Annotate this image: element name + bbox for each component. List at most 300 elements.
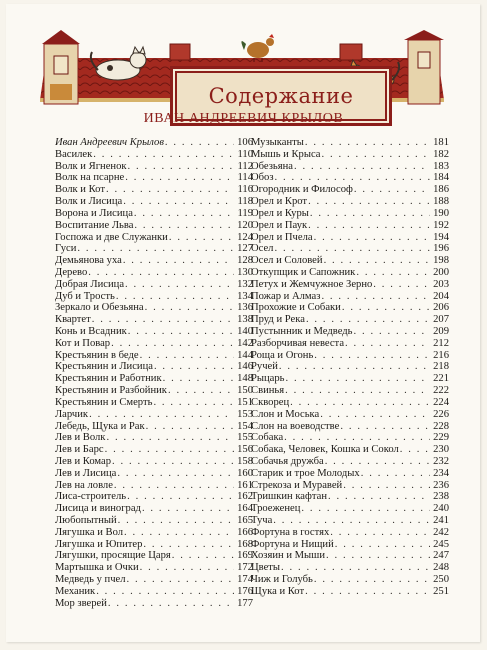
author-heading: ИВАН АНДРЕЕВИЧ КРЫЛОВ (143, 111, 344, 126)
dot-leader (305, 137, 430, 149)
dot-leader (153, 397, 234, 409)
toc-entry-title: Музыканты (251, 137, 304, 148)
toc-entry[interactable] (251, 314, 449, 326)
toc-entry-title: Лисица и виноград (55, 503, 141, 515)
toc-entry[interactable] (251, 255, 449, 267)
dot-leader (314, 232, 430, 244)
left-tower-icon (42, 30, 80, 104)
toc-entry[interactable] (55, 527, 253, 539)
toc-entry[interactable] (251, 421, 449, 433)
toc-entry-title: Лягушка и Вол (55, 526, 124, 538)
dot-leader (340, 421, 430, 433)
toc-entry-title: Волк и Кот (55, 184, 105, 196)
toc-entry-page: 138 (237, 314, 253, 326)
toc-entry-title: Хозяин и Мыши (251, 550, 326, 562)
toc-entry-title: Мор зверей (55, 597, 107, 609)
dot-leader (105, 444, 234, 456)
toc-entry[interactable] (55, 539, 253, 551)
toc-entry[interactable] (251, 397, 449, 409)
dot-leader (273, 515, 430, 527)
toc-entry-page: 177 (237, 597, 253, 609)
toc-entry[interactable] (55, 409, 253, 421)
toc-entry[interactable] (251, 432, 449, 444)
toc-entry-title: Волк на псарне (55, 172, 125, 184)
toc-entry-title: Прохожие и Собаки (251, 302, 341, 314)
toc-entry[interactable] (55, 279, 253, 291)
dot-leader (114, 480, 234, 492)
toc-entry-title: Свинья (251, 385, 285, 397)
toc-entry-page: 169 (237, 550, 253, 562)
toc-entry-title: Орел и Паук (251, 219, 308, 231)
toc-entry[interactable] (55, 291, 253, 303)
toc-entry-page: 230 (433, 444, 449, 456)
toc-entry[interactable] (251, 279, 449, 291)
toc-entry-page: 155 (237, 432, 253, 444)
dot-leader (274, 243, 430, 255)
dot-leader (116, 291, 234, 303)
page-title: Содержание (208, 84, 354, 108)
toc-entry-page: 144 (237, 349, 253, 361)
toc-entry-page: 247 (433, 550, 449, 562)
dot-leader (294, 161, 430, 173)
toc-entry-title: Скворец (251, 396, 290, 408)
toc-entry[interactable] (251, 208, 449, 220)
toc-entry[interactable] (55, 196, 253, 208)
toc-entry-title: Демьянова уха (55, 255, 122, 267)
toc-entry-title: Чиж и Голубь (251, 574, 313, 586)
dot-leader (117, 468, 234, 480)
toc-entry[interactable] (251, 302, 449, 314)
toc-entry-page: 250 (433, 574, 449, 586)
toc-entry-page: 182 (433, 148, 449, 160)
toc-entry-title: Дерево (55, 266, 88, 278)
rooster-icon (241, 34, 274, 62)
dot-leader (301, 503, 430, 515)
toc-entry-title: Квартет (55, 314, 91, 326)
toc-entry[interactable] (55, 550, 253, 562)
toc-entry-title: Волк и Лисица (55, 196, 123, 208)
toc-entry-title: Осел и Соловей (251, 255, 323, 267)
dot-leader (88, 267, 234, 279)
toc-entry-page: 204 (433, 290, 449, 302)
dot-leader (142, 503, 234, 515)
toc-entry-title: Собачья дружба (251, 455, 324, 467)
toc-entry[interactable] (251, 456, 449, 468)
dot-leader (314, 350, 430, 362)
toc-entry[interactable] (55, 515, 253, 527)
toc-entry-page: 238 (433, 491, 449, 503)
toc-entry-title: Крестьянин в беде (55, 349, 139, 361)
toc-entry[interactable] (55, 243, 253, 255)
toc-entry-title: Осел (251, 243, 274, 255)
toc-entry[interactable] (55, 338, 253, 350)
dot-leader (326, 550, 430, 562)
dot-leader (127, 574, 234, 586)
toc-entry-page: 116 (237, 184, 253, 196)
toc-entry-page: 228 (433, 420, 449, 432)
dot-leader (134, 220, 234, 232)
toc-entry-title: Стрекоза и Муравей (251, 479, 343, 491)
dot-leader (128, 326, 234, 338)
toc-entry-page: 183 (433, 160, 449, 172)
toc-entry[interactable] (55, 267, 253, 279)
toc-entry-page: 120 (237, 219, 253, 231)
toc-entry[interactable] (55, 208, 253, 220)
toc-entry[interactable] (251, 291, 449, 303)
dot-leader (118, 515, 234, 527)
toc-entry-title: Лебедь, Щука и Рак (55, 420, 145, 432)
toc-entry-page: 148 (237, 373, 253, 385)
toc-entry-title: Орел и Крот (251, 196, 308, 208)
dot-leader (335, 539, 430, 551)
toc-entry-title: Пруд и Река (251, 314, 305, 326)
toc-entry-page: 192 (433, 219, 449, 231)
toc-entry-page: 140 (237, 326, 253, 337)
toc-entry[interactable] (55, 432, 253, 444)
toc-entry[interactable] (55, 184, 253, 196)
dot-leader (286, 373, 430, 385)
toc-entry-title: Рыцарь (251, 373, 285, 385)
toc-entry-page: 234 (433, 467, 449, 479)
toc-entry[interactable] (55, 456, 253, 468)
dot-leader (321, 291, 430, 303)
dot-leader (345, 338, 430, 350)
toc-entry-page: 142 (237, 337, 253, 349)
toc-entry-title: Разборчивая невеста (251, 337, 345, 349)
toc-entry[interactable] (55, 444, 253, 456)
dot-leader (308, 196, 430, 208)
dot-leader (353, 326, 430, 338)
toc-entry[interactable] (251, 444, 449, 456)
toc-entry[interactable] (251, 586, 449, 598)
toc-entry-page: 106 (237, 137, 253, 148)
toc-entry-title: Пустынник и Медведь (251, 326, 353, 337)
toc-entry-title: Собака (251, 432, 284, 444)
toc-entry-page: 128 (237, 255, 253, 267)
toc-entry[interactable] (55, 586, 253, 598)
dot-leader (306, 314, 430, 326)
toc-entry[interactable] (55, 503, 253, 515)
toc-entry-page: 134 (237, 290, 253, 302)
toc-entry[interactable] (55, 421, 253, 433)
toc-entry-page: 242 (433, 526, 449, 538)
toc-entry-page: 168 (237, 538, 253, 550)
toc-entry[interactable] (55, 480, 253, 492)
toc-entry-title: Обезьяна (251, 160, 293, 172)
toc-entry-page: 132 (237, 278, 253, 290)
dot-leader (140, 350, 234, 362)
toc-entry-page: 216 (433, 349, 449, 361)
dot-leader (128, 161, 234, 173)
toc-entry[interactable] (251, 350, 449, 362)
toc-entry-page: 188 (433, 196, 449, 208)
toc-entry[interactable] (251, 373, 449, 385)
toc-entry[interactable] (251, 468, 449, 480)
toc-entry[interactable] (55, 220, 253, 232)
toc-entry[interactable] (55, 468, 253, 480)
dot-leader (106, 432, 234, 444)
dot-leader (169, 232, 234, 244)
toc-entry[interactable] (55, 350, 253, 362)
dot-leader (305, 586, 430, 598)
toc-entry[interactable] (251, 527, 449, 539)
toc-entry-page: 160 (237, 467, 253, 479)
toc-entry[interactable] (55, 255, 253, 267)
toc-entry-title: Лиса-строитель (55, 491, 127, 503)
toc-entry-page: 206 (433, 302, 449, 314)
toc-entry-page: 232 (433, 455, 449, 467)
toc-entry-page: 164 (237, 503, 253, 515)
toc-entry-title: Лев и Волк (55, 432, 106, 444)
toc-entry-title: Василек (55, 148, 93, 160)
toc-entry-page: 212 (433, 337, 449, 349)
toc-entry-page: 245 (433, 538, 449, 550)
toc-entry-page: 203 (433, 278, 449, 290)
toc-entry-page: 181 (433, 137, 449, 148)
toc-entry-title: Слон на воеводстве (251, 420, 340, 432)
toc-entry-page: 136 (237, 302, 253, 314)
toc-entry-title: Лягушка и Юпитер (55, 538, 143, 550)
toc-entry-title: Мартышка и Очки (55, 562, 139, 574)
toc-entry-page: 119 (237, 207, 253, 219)
toc-entry-title: Любопытный (55, 515, 117, 526)
toc-entry[interactable] (251, 338, 449, 350)
toc-column-right (251, 137, 449, 598)
toc-entry[interactable] (251, 326, 449, 338)
toc-entry-page: 176 (237, 585, 253, 597)
toc-entry[interactable] (251, 184, 449, 196)
toc-entry-page: 114 (237, 172, 253, 184)
toc-entry-title: Тришкин кафтан (251, 491, 328, 503)
dot-leader (125, 172, 234, 184)
toc-entry-title: Цветы (251, 562, 281, 574)
dot-leader (92, 314, 234, 326)
toc-entry[interactable] (55, 598, 253, 610)
dot-leader (325, 456, 430, 468)
dot-leader (324, 255, 430, 267)
dot-leader (172, 550, 234, 562)
dot-leader (373, 279, 430, 291)
toc-entry-page: 127 (237, 243, 253, 255)
dot-leader (143, 539, 234, 551)
toc-entry-title: Орел и Куры (251, 207, 309, 219)
toc-entry-page: 110 (237, 148, 253, 160)
toc-entry-title: Госпожа и две Служанки (55, 231, 168, 243)
toc-entry-title: Фортуна в гостях (251, 526, 330, 538)
toc-entry[interactable] (251, 574, 449, 586)
dot-leader (320, 409, 430, 421)
dot-leader (124, 527, 234, 539)
toc-entry-page: 172 (237, 562, 253, 574)
dot-leader (342, 302, 430, 314)
dot-leader (275, 172, 430, 184)
dot-leader (284, 432, 430, 444)
toc-entry-title: Ларчик (55, 408, 89, 420)
toc-entry-page: 196 (433, 243, 449, 255)
toc-entry[interactable] (55, 397, 253, 409)
toc-entry-page: 186 (433, 184, 449, 196)
dot-leader (134, 208, 234, 220)
toc-entry[interactable] (251, 172, 449, 184)
toc-entry-page: 165 (237, 515, 253, 526)
dot-leader (93, 149, 234, 161)
toc-entry-page: 194 (433, 231, 449, 243)
dot-leader (308, 220, 430, 232)
toc-entry[interactable] (55, 302, 253, 314)
toc-entry-title: Крестьянин и Лисица (55, 361, 153, 373)
toc-entry[interactable] (251, 267, 449, 279)
toc-entry-page: 241 (433, 515, 449, 526)
toc-entry-title: Медведь у пчел (55, 574, 126, 586)
toc-entry-title: Туча (251, 515, 273, 526)
toc-entry-page: 236 (433, 479, 449, 491)
dot-leader (165, 137, 234, 149)
toc-entry-page: 251 (433, 585, 449, 597)
toc-entry-page: 153 (237, 408, 253, 420)
toc-entry-title: Лев на ловле (55, 479, 113, 491)
toc-entry[interactable] (55, 491, 253, 503)
toc-entry[interactable] (251, 232, 449, 244)
toc-entry[interactable] (251, 161, 449, 173)
toc-entry[interactable] (55, 314, 253, 326)
toc-entry[interactable] (55, 385, 253, 397)
toc-entry-title: Крестьянин и Смерть (55, 396, 153, 408)
toc-entry[interactable] (251, 149, 449, 161)
toc-entry-page: 124 (237, 231, 253, 243)
toc-entry[interactable] (251, 491, 449, 503)
toc-entry-title: Лягушки, просящие Царя (55, 550, 171, 562)
chimney-icon (170, 44, 190, 60)
toc-entry-title: Механик (55, 585, 96, 597)
dot-leader (140, 562, 234, 574)
toc-entry[interactable] (55, 161, 253, 173)
toc-entry-title: Орел и Пчела (251, 231, 313, 243)
dot-leader (154, 361, 234, 373)
toc-entry-title: Петух и Жемчужное Зерно (251, 278, 373, 290)
toc-entry-page: 130 (237, 266, 253, 278)
toc-entry[interactable] (251, 515, 449, 527)
toc-entry[interactable] (55, 574, 253, 586)
toc-entry[interactable] (55, 137, 253, 149)
toc-entry[interactable] (251, 480, 449, 492)
toc-entry[interactable] (251, 562, 449, 574)
toc-entry-title: Кот и Повар (55, 337, 111, 349)
toc-entry[interactable] (251, 550, 449, 562)
toc-entry[interactable] (251, 385, 449, 397)
dot-leader (163, 373, 234, 385)
dot-leader (328, 491, 430, 503)
dot-leader (310, 208, 430, 220)
toc-entry[interactable] (251, 361, 449, 373)
chimney-icon (340, 44, 362, 60)
dot-leader (106, 184, 234, 196)
dot-leader (330, 527, 430, 539)
dot-leader (285, 385, 430, 397)
toc-entry-title: Обоз (251, 172, 274, 184)
dot-leader (89, 409, 234, 421)
dot-leader (322, 149, 430, 161)
dot-leader (123, 255, 234, 267)
toc-entry-page: 209 (433, 326, 449, 337)
toc-entry-title: Роща и Огонь (251, 349, 314, 361)
dot-leader (111, 338, 234, 350)
dot-leader (112, 456, 234, 468)
toc-entry-page: 190 (433, 207, 449, 219)
toc-entry-page: 198 (433, 255, 449, 267)
toc-entry-page: 200 (433, 266, 449, 278)
toc-entry[interactable] (55, 149, 253, 161)
toc-entry-title: Слон и Моська (251, 408, 320, 420)
toc-entry-title: Троеженец (251, 503, 301, 515)
toc-entry-page: 118 (237, 196, 253, 208)
toc-entry-title: Конь и Всадник (55, 326, 127, 337)
toc-entry[interactable] (55, 562, 253, 574)
toc-entry-page: 218 (433, 361, 449, 373)
toc-entry-title: Старик и трое Молодых (251, 467, 360, 479)
toc-entry-title: Гуси (55, 243, 77, 255)
toc-entry-page: 112 (237, 160, 253, 172)
toc-entry[interactable] (55, 361, 253, 373)
toc-entry-title: Добрая Лисица (55, 278, 125, 290)
dot-leader (354, 184, 430, 196)
toc-entry-title: Крестьянин и Работник (55, 373, 162, 385)
toc-entry-title: Дуб и Трость (55, 290, 115, 302)
dot-leader (108, 598, 234, 610)
toc-entry-page: 154 (237, 420, 253, 432)
toc-entry-page: 161 (237, 479, 253, 491)
dot-leader (125, 279, 234, 291)
toc-entry-title: Фортуна и Нищий (251, 538, 334, 550)
toc-entry[interactable] (251, 243, 449, 255)
toc-entry-title: Щука и Кот (251, 585, 305, 597)
toc-entry-page: 166 (237, 526, 253, 538)
toc-entry[interactable] (55, 172, 253, 184)
toc-entry-title: Откупщик и Сапожник (251, 266, 356, 278)
toc-entry-title: Пожар и Алмаз (251, 290, 321, 302)
toc-entry-title: Воспитание Льва (55, 219, 134, 231)
toc-entry[interactable] (251, 539, 449, 551)
toc-entry-title: Зеркало и Обезьяна (55, 302, 144, 314)
toc-entry[interactable] (251, 409, 449, 421)
toc-entry-page: 222 (433, 385, 449, 397)
toc-entry[interactable] (251, 137, 449, 149)
dot-leader (361, 468, 430, 480)
toc-entry-title: Волк и Ягненок (55, 160, 127, 172)
toc-entry-page: 150 (237, 385, 253, 397)
dot-leader (400, 444, 430, 456)
toc-entry[interactable] (251, 220, 449, 232)
toc-entry-title: Лев и Барс (55, 444, 104, 456)
dot-leader (168, 385, 234, 397)
toc-entry-page: 162 (237, 491, 253, 503)
toc-entry-page: 229 (433, 432, 449, 444)
dot-leader (96, 586, 234, 598)
toc-entry-page: 151 (237, 396, 253, 408)
toc-entry[interactable] (55, 326, 253, 338)
toc-entry[interactable] (55, 232, 253, 244)
toc-entry[interactable] (55, 373, 253, 385)
dot-leader (281, 562, 430, 574)
dot-leader (127, 491, 234, 503)
toc-column-left (55, 137, 253, 610)
toc-entry-page: 221 (433, 373, 449, 385)
dot-leader (279, 361, 430, 373)
toc-entry-title: Собака, Человек, Кошка и Сокол (251, 444, 399, 456)
toc-entry[interactable] (251, 196, 449, 208)
toc-entry-page: 226 (433, 408, 449, 420)
toc-entry-title: Мышь и Крыса (251, 148, 321, 160)
toc-entry[interactable] (251, 503, 449, 515)
